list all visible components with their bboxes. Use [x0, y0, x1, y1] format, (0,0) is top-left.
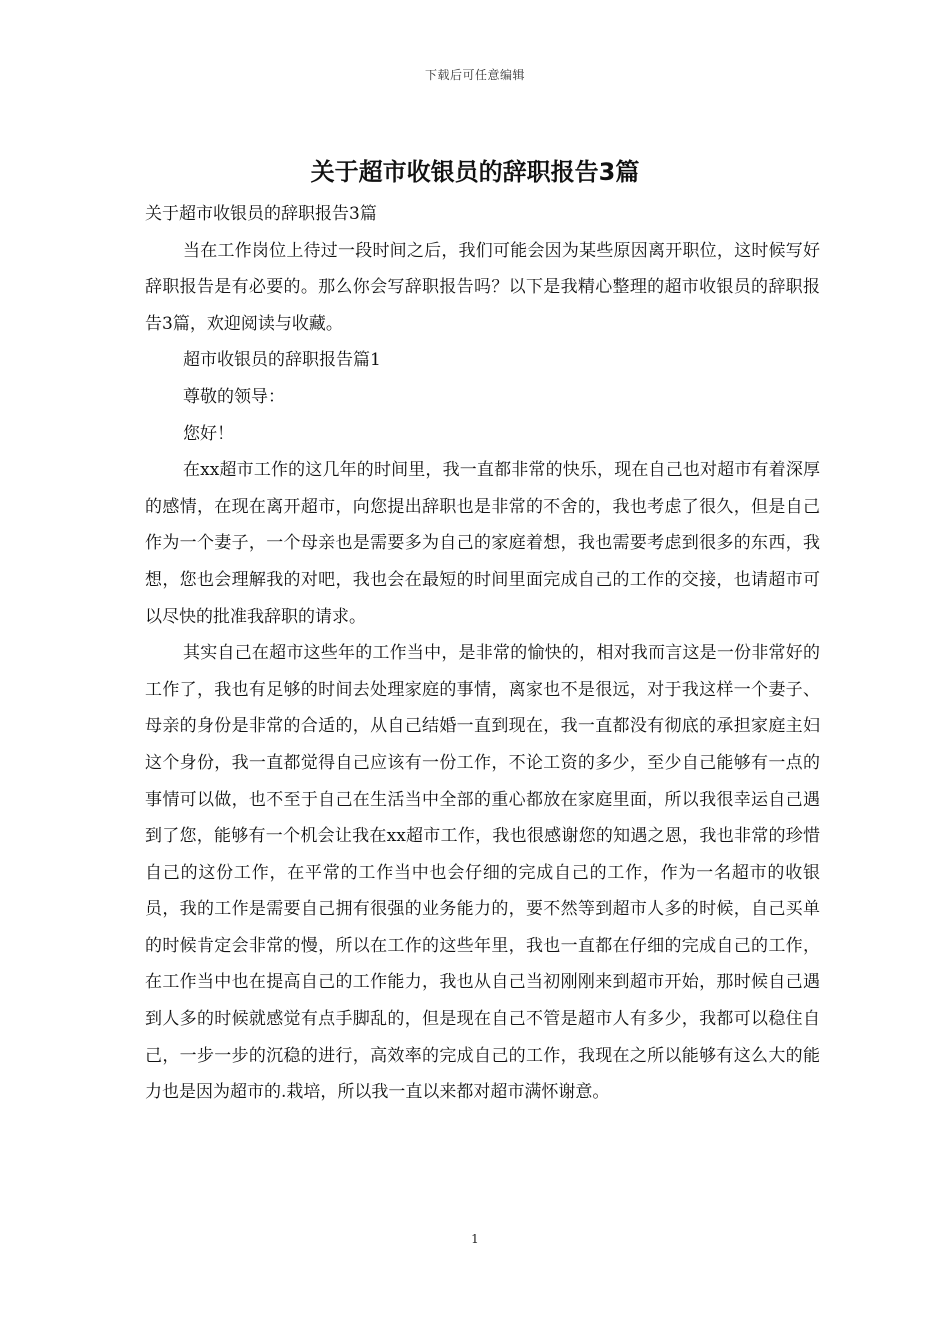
document-body	[145, 196, 820, 1111]
section-heading: 超市收银员的辞职报告篇1	[183, 350, 381, 371]
header-note: 下载后可任意编辑	[424, 68, 525, 82]
body-paragraph: 在xx超市工作的这几年的时间里，我一直都非常的快乐，现在自己也对超市有着深厚的感情，在现在离开超市，向您提出辞职也是非常的不舍的，我也考虑了很久，但是自己作为一个妻子，一个母亲也是需要多为自己的家庭着想，我也需要考虑到很多的东西，我想，您也会理解我的对吧，我也会在最短的时间里面完成自己的工作的交接，也请超市可以尽快的批准我辞职的请求。	[145, 460, 820, 627]
salutation: 尊敬的领导：	[183, 386, 285, 407]
body-paragraph: 其实自己在超市这些年的工作当中，是非常的愉快的，相对我而言这是一份非常好的工作了，我也有足够的时间去处理家庭的事情，离家也不是很远，对于我这样一个妻子、母亲的身份是非常的合适的，从自己结婚一直到现在，我一直都没有彻底的承担家庭主妇这个身份，我一直都觉得自己应该有一份工作，不论工资的多少，至少自己能够有一点的事情可以做，也不至于自己在生活当中全部的重心都放在家庭里面，所以我很幸运自己遇到了您，能够有一个机会让我在xx超市工作，我也很感谢您的知遇之恩，我也非常的珍惜自己的这份工作，在平常的工作当中也会仔细的完成自己的工作，作为一名超市的收银员，我的工作是需要自己拥有很强的业务能力的，要不然等到超市人多的时候，自己买单的时候肯定会非常的慢，所以在工作的这些年里，我也一直都在仔细的完成自己的工作，在工作当中也在提高自己的工作能力，我也从自己当初刚刚来到超市开始，那时候自己遇到人多的时候就感觉有点手脚乱的，但是现在自己不管是超市人有多少，我都可以稳住自己，一步一步的沉稳的进行，高效率的完成自己的工作，我现在之所以能够有这么大的能力也是因为超市的.栽培，所以我一直以来都对超市满怀谢意。	[145, 643, 820, 1103]
document-title: 关于超市收银员的辞职报告3篇	[310, 158, 640, 186]
page-number: 1	[471, 1232, 479, 1246]
intro-paragraph: 当在工作岗位上待过一段时间之后，我们可能会因为某些原因离开职位，这时候写好辞职报告是有必要的。那么你会写辞职报告吗？以下是我精心整理的超市收银员的辞职报告3篇，欢迎阅读与收藏。	[145, 240, 820, 334]
subtitle-paragraph: 关于超市收银员的辞职报告3篇	[145, 204, 377, 224]
greeting: 您好！	[183, 423, 234, 444]
